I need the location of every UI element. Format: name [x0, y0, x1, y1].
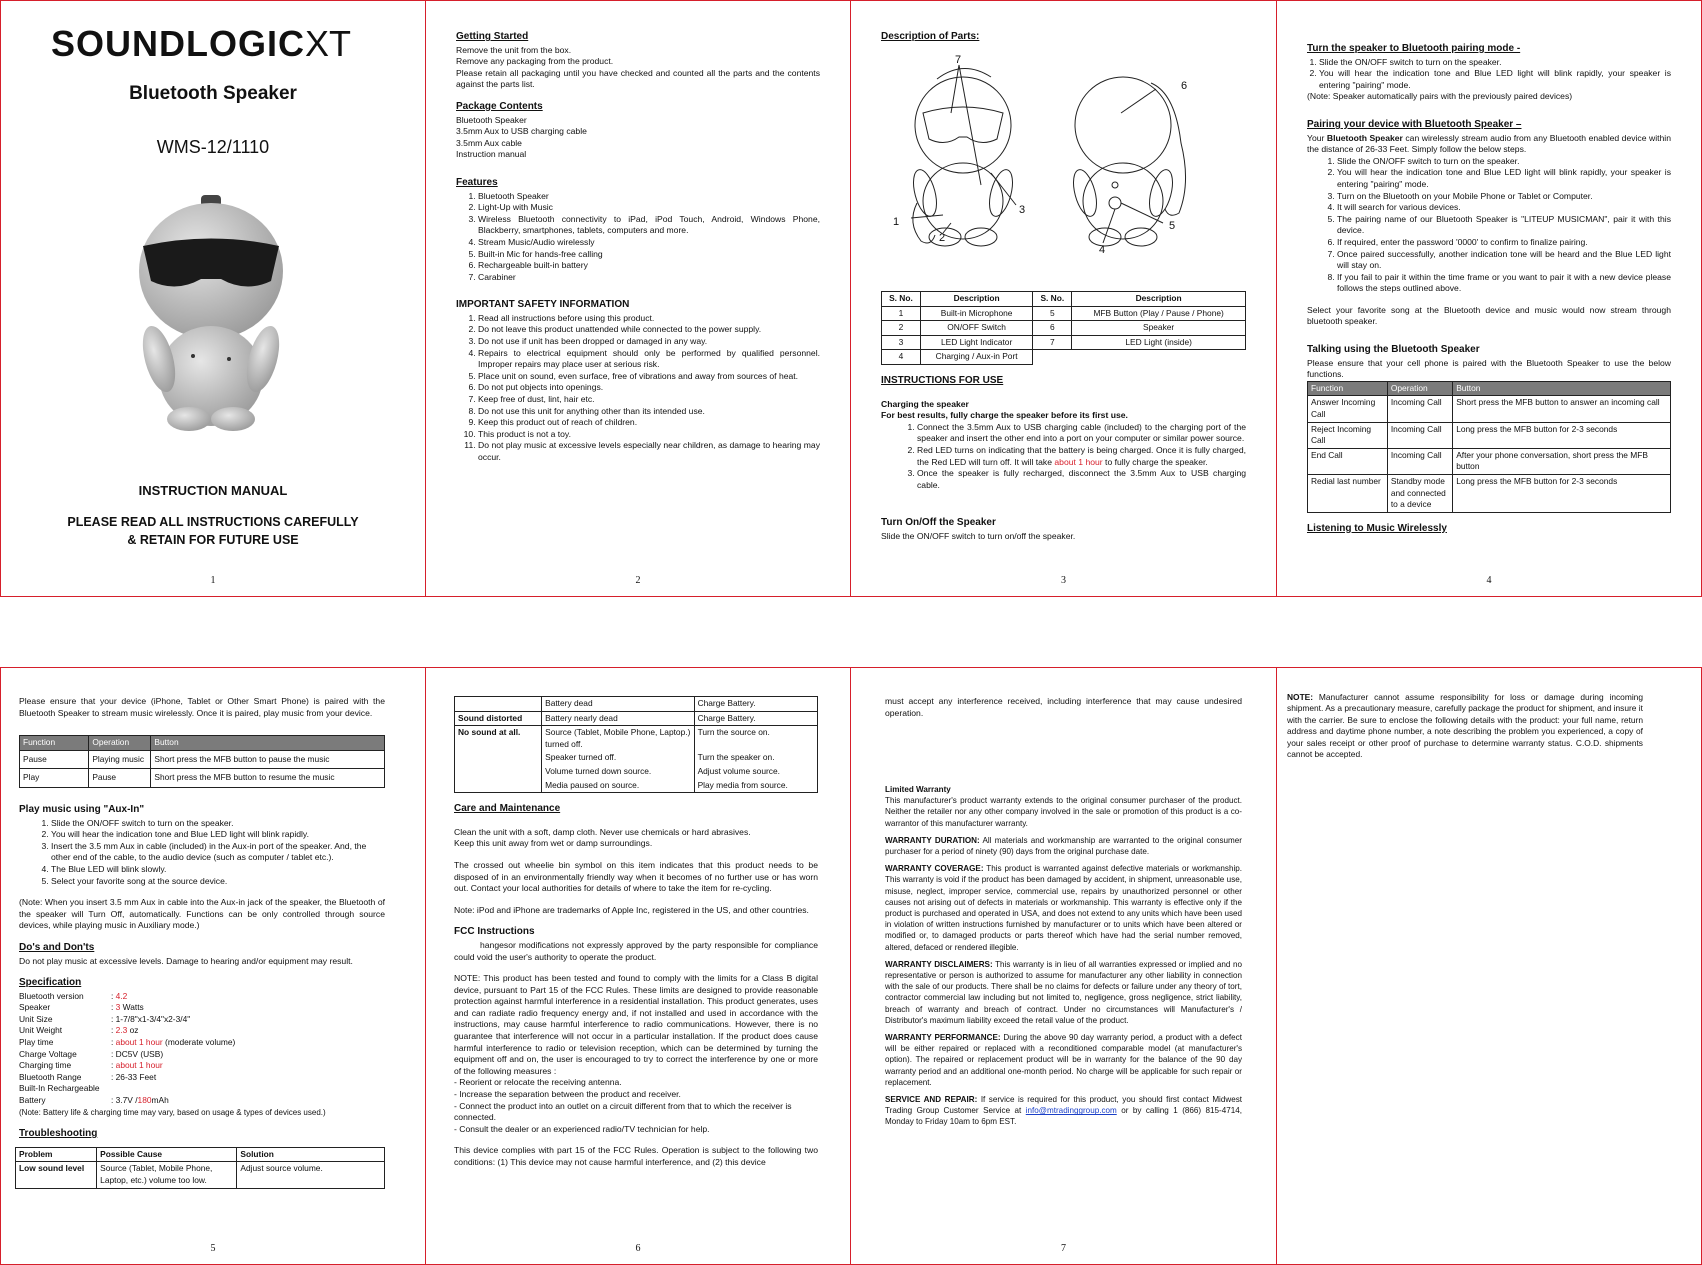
table-row: Speaker turned off. Turn the speaker on. — [455, 751, 818, 765]
specification-heading: Specification — [19, 977, 82, 989]
specification-note: (Note: Battery life & charging time may vary, based on usage & types of devices used.) — [19, 1107, 326, 1117]
page-number: 4 — [1486, 575, 1492, 586]
spec-row: Charge Voltage : DC5V (USB) — [19, 1048, 164, 1059]
list-item: 4. The Blue LED will blink slowly. — [51, 864, 385, 876]
list-item: 2. Do not leave this product unattended while connected to the power supply. — [478, 324, 820, 336]
list-item: 11. Do not play music at excessive levels especially near children, as damage to hearing may occur. — [478, 440, 820, 463]
diagram-callout-label: 5 — [1169, 220, 1176, 232]
charging-subheading: For best results, fully charge the speaker before its first use. — [881, 410, 1128, 421]
list-item: 1. Read all instructions before using this product. — [478, 313, 820, 325]
list-item: 5. The pairing name of our Bluetooth Speaker is "LITEUP MUSICMAN", pair it with this device. — [1337, 214, 1671, 237]
on-off-text: Slide the ON/OFF switch to turn on/off the speaker. — [881, 530, 1076, 541]
table-row: Pause Playing music Short press the MFB button to pause the music — [20, 750, 385, 769]
list-item: 3. Do not use if unit has been dropped or damaged in any way. — [478, 336, 820, 348]
cover-title: Bluetooth Speaker — [129, 83, 297, 104]
table-row: End Call Incoming Call After your phone conversation, short press the MFB button — [1308, 448, 1671, 474]
safety-heading: IMPORTANT SAFETY INFORMATION — [456, 299, 630, 311]
pairing-steps — [1307, 156, 1671, 295]
warranty-intro: This manufacturer's product warranty extends to the original consumer purchaser of the product. Neither the retailer nor any other company involved in the sale or promotion of this product is a co-warrantor of this manufacturer warranty. — [885, 796, 1242, 828]
spec-row: Speaker : 3 Watts — [19, 1002, 144, 1013]
safety-list — [456, 313, 820, 464]
list-item: 2. Red LED turns on indicating that the battery is being charged. Once it is fully charged, the Red LED will turn off. It will take about 1 hour to fully charge the speaker. — [917, 445, 1246, 468]
table-row: 3 LED Light Indicator 7 LED Light (inside) — [882, 335, 1246, 350]
features-list — [456, 191, 820, 284]
table-row: Answer Incoming Call Incoming Call Short press the MFB button to answer an incoming call — [1308, 396, 1671, 422]
table-row: Low sound level Source (Tablet, Mobile Phone, Laptop, etc.) volume too low. Adjust source volume. — [16, 1162, 385, 1188]
list-item: 1. Slide the ON/OFF switch to turn on the speaker. — [1337, 156, 1671, 168]
table-row: Reject Incoming Call Incoming Call Long press the MFB button for 2-3 seconds — [1308, 422, 1671, 448]
list-item: 3. Insert the 3.5 mm Aux in cable (included) in the Aux-in port of the speaker. And, the other end of the cable, to the audio device (such as computer / tablet etc.). — [51, 841, 385, 864]
table-row: Battery dead Charge Battery. — [455, 697, 818, 712]
select-song-text: Select your favorite song at the Bluetooth device and music would now stream through bluetooth speaker. — [1307, 304, 1671, 327]
list-item: 1. Bluetooth Speaker — [478, 191, 820, 203]
diagram-callout-label: 3 — [1019, 204, 1026, 216]
description-of-parts-heading: Description of Parts: — [881, 31, 980, 42]
spec-row: Play time : about 1 hour (moderate volume) — [19, 1037, 236, 1048]
diagram-callout-label: 4 — [1099, 244, 1106, 256]
list-item: 7. Once paired successfully, another indication tone will be heard and the Blue LED light will stay on. — [1337, 249, 1671, 272]
care-text: Clean the unit with a soft, damp cloth. Never use chemicals or hard abrasives. Keep this unit away from wet or damp surroundings. — [454, 826, 751, 849]
spec-row: Unit Size : 1-7/8"x1-3/4"x2-3/4" — [19, 1013, 191, 1024]
warranty-coverage: WARRANTY COVERAGE: This product is warranted against defective materials or workmanship. This warranty is void if the product has been damaged by accident, in shipment, unreasonable use, misuse, neglect, improper service, commercial use, repairs by unauthorized personnel or other causes not arising out of defects in materials or workmanship. This warranty is effective only if the product is purchased and operated in USA, and does not extend to any units which have been used in violation of written instructions furnished by manufacturer or to units which have been altered or modified or, to damaged products or parts thereof which have had the serial number removed, altered, defaced or rendered illegible. — [885, 864, 1242, 952]
fcc-continued-text: must accept any interference received, including interference that may cause undesired operation. — [885, 696, 1242, 718]
list-item: 4. Repairs to electrical equipment should only be performed by qualified personnel. Improper repairs may place user at serious risk. — [478, 348, 820, 371]
pairing-mode-steps — [1307, 57, 1671, 92]
page-2 — [425, 0, 851, 597]
list-item: 8. Do not use this unit for anything other than its intended use. — [478, 406, 820, 418]
page-3 — [850, 0, 1277, 597]
parts-diagram — [881, 53, 1251, 283]
fcc-heading: FCC Instructions — [454, 926, 535, 938]
list-item: 5. Built-in Mic for hands-free calling — [478, 249, 820, 261]
read-instructions-notice: PLEASE READ ALL INSTRUCTIONS CAREFULLY & RETAIN FOR FUTURE USE — [67, 515, 359, 547]
list-item: 4. Stream Music/Audio wirelessly — [478, 237, 820, 249]
table-row: 2 ON/OFF Switch 6 Speaker — [882, 321, 1246, 336]
diagram-callout-label: 2 — [939, 232, 946, 244]
fcc-paragraph-2: NOTE: This product has been tested and found to comply with the limits for a Class B digital device, pursuant to Part 15 of the FCC Rules. These limits are designed to provide reasonable protection against harmful interference in a residential installation. This product generates, uses and can radiate radio frequency energy and, if not installed and used in accordance with the instructions, may cause harmful interference to radio communications. However, there is no guarantee that interference will not occur in a particular installation. If the product does cause harmful interference to radio or television reception, which can be determined by turning the equipment off and on, the user is encouraged to try to correct the interference by one or more of the following measures : — [454, 973, 818, 1076]
soundlogic-logo: SOUNDLOGICXT — [51, 23, 352, 64]
parts-table: S. No. Description S. No. Description 1 Built-in Microphone 5 MFB Button (Play / Pause / Phone) 2 ON/OFF Switch 6 Speaker 3 LED Light Indicator 7 LED Light (inside) 4 Charging / Aux-in Port — [881, 291, 1246, 365]
list-item: 7. Keep free of dust, lint, hair etc. — [478, 394, 820, 406]
list-item: 1. Slide the ON/OFF switch to turn on the speaker. — [51, 818, 385, 830]
troubleshooting-heading: Troubleshooting — [19, 1128, 98, 1140]
pairing-heading: Pairing your device with Bluetooth Speaker – — [1307, 118, 1522, 130]
music-intro: Please ensure that your device (iPhone, Tablet or Other Smart Phone) is paired with the Bluetooth Speaker to stream music wirelessly. Once it is paired, play music from your device. — [19, 696, 385, 718]
speaker-figure-image — [121, 191, 301, 431]
care-maintenance-heading: Care and Maintenance — [454, 803, 561, 815]
list-item: 1. Connect the 3.5mm Aux to USB charging cable (included) to the charging port of the speaker and insert the other end into a port on your computer or similar power source. — [917, 422, 1246, 445]
list-item: 2. Light-Up with Music — [478, 202, 820, 214]
page-4 — [1276, 0, 1702, 597]
table-row: Volume turned down source. Adjust volume source. — [455, 765, 818, 779]
package-contents-heading: Package Contents — [456, 100, 543, 112]
page-number: 6 — [635, 1243, 641, 1254]
spec-row: Charging time : about 1 hour — [19, 1060, 163, 1071]
charging-heading: Charging the speaker — [881, 398, 969, 409]
diagram-callout-label: 7 — [955, 54, 962, 66]
pairing-note: (Note: Speaker automatically pairs with the previously paired devices) — [1307, 91, 1573, 102]
fcc-measures: - Reorient or relocate the receiving antenna. - Increase the separation between the product and receiver. - Connect the product into an outlet on a circuit different from that to which the receiver is connected. - Consult the dealer or an experienced radio/TV technician for help. — [454, 1077, 792, 1134]
page-8 — [1276, 667, 1702, 1265]
page-5 — [0, 667, 426, 1265]
getting-started-heading: Getting Started — [456, 31, 529, 42]
wheelie-bin-text: The crossed out wheelie bin symbol on this item indicates that this product needs to be disposed of in an environmentally friendly way when it becomes of no further use or has worn out. Contact your local authorities for details of where to take the item for re-cycling. — [454, 859, 818, 894]
list-item: 2. You will hear the indication tone and Blue LED light will blink rapidly. — [51, 829, 385, 841]
warranty-duration: WARRANTY DURATION: All materials and workmanship are warranted to the original consumer purchaser for a period of ninety (90) days from the original purchase date. — [885, 835, 1242, 857]
charging-steps — [881, 422, 1246, 492]
fcc-paragraph-3: This device complies with part 15 of the FCC Rules. Operation is subject to the following two conditions: (1) This device may not cause harmful interference, and (2) this device — [454, 1145, 818, 1167]
aux-in-note: (Note: When you insert 3.5 mm Aux in cable into the Aux-in jack of the speaker, the Bluetooth of the speaker will Turn Off, automatically. Functions can be only controlled through source devices, while playing music in Auxiliary mode.) — [19, 897, 385, 931]
page-7 — [850, 667, 1277, 1265]
aux-in-heading: Play music using "Aux-In" — [19, 803, 145, 815]
listening-heading: Listening to Music Wirelessly — [1307, 522, 1447, 534]
table-row: Media paused on source. Play media from source. — [455, 779, 818, 793]
list-item: 5. Select your favorite song at the source device. — [51, 876, 385, 888]
table-row: Redial last number Standby mode and connected to a device Long press the MFB button for 2-3 seconds — [1308, 475, 1671, 513]
support-email-link[interactable]: info@mtradinggroup.com — [1025, 1106, 1117, 1116]
trademark-note: Note: iPod and iPhone are trademarks of Apple Inc, registered in the US, and other countries. — [454, 904, 809, 915]
troubleshooting-table: Problem Possible Cause Solution Low sound level Source (Tablet, Mobile Phone, Laptop, etc.) volume too low. Adjust source volume. — [15, 1147, 385, 1189]
talking-intro: Please ensure that your cell phone is paired with the Bluetooth Speaker to use the below functions. — [1307, 357, 1671, 380]
limited-warranty-heading: Limited Warranty — [885, 785, 951, 794]
instruction-manual-label: INSTRUCTION MANUAL — [138, 483, 288, 498]
list-item: 4. It will search for various devices. — [1337, 202, 1671, 214]
features-heading: Features — [456, 176, 498, 188]
page-number: 1 — [210, 575, 216, 586]
spec-row: Bluetooth version : 4.2 — [19, 990, 128, 1001]
music-functions-table: Function Operation Button Pause Playing music Short press the MFB button to pause the music Play Pause Short press the MFB button to resume the music — [19, 735, 385, 788]
table-row: 1 Built-in Microphone 5 MFB Button (Play / Pause / Phone) — [882, 306, 1246, 321]
page-number: 2 — [635, 575, 641, 586]
list-item: 9. Keep this product out of reach of children. — [478, 417, 820, 429]
on-off-heading: Turn On/Off the Speaker — [881, 517, 996, 529]
list-item: 1. Slide the ON/OFF switch to turn on the speaker. — [1319, 57, 1671, 69]
dos-donts-heading: Do's and Don'ts — [19, 941, 95, 953]
pairing-mode-heading: Turn the speaker to Bluetooth pairing mode - — [1307, 43, 1521, 54]
aux-in-steps — [19, 818, 385, 888]
list-item: 6. Do not put objects into openings. — [478, 382, 820, 394]
diagram-callout-label: 1 — [893, 216, 900, 228]
list-item: 3. Once the speaker is fully recharged, disconnect the 3.5mm Aux to USB charging cable. — [917, 468, 1246, 491]
model-number: WMS-12/1110 — [156, 137, 270, 157]
list-item: 7. Carabiner — [478, 272, 820, 284]
instructions-for-use-heading: INSTRUCTIONS FOR USE — [881, 374, 1004, 386]
shipment-note: NOTE: Manufacturer cannot assume responsibility for loss or damage during incoming shipment. As a precautionary measure, carefully package the product for shipment, and insure it with the carrier. Be sure to enclose the following details with the product: your full name, return address and daytime phone number, a note describing the problem you experienced, a copy of your sales receipt or other proof of purchase to determine warranty status. C.O.D. shipments cannot be accepted. — [1287, 692, 1643, 760]
call-functions-table: Function Operation Button Answer Incoming Call Incoming Call Short press the MFB button to answer an incoming call Reject Incoming Call Incoming Call Long press the MFB button for 2-3 seconds End Call Incoming Call After your phone conversation, short press the MFB button Redial last number Standby mode and connected to a device Long press the MFB button for 2-3 seconds — [1307, 381, 1671, 513]
list-item: 2. You will hear the indication tone and Blue LED light will blink rapidly, your speaker is entering "pairing" mode. — [1319, 68, 1671, 91]
list-item: 6. Rechargeable built-in battery — [478, 260, 820, 272]
table-row: No sound at all. Source (Tablet, Mobile Phone, Laptop.) turned off. Turn the source on. — [455, 726, 818, 752]
list-item: 3. Turn on the Bluetooth on your Mobile Phone or Tablet or Computer. — [1337, 191, 1671, 203]
page-number: 3 — [1061, 575, 1066, 586]
diagram-callout-label: 6 — [1181, 80, 1188, 92]
list-item: 2. You will hear the indication tone and Blue LED light will blink rapidly, your speaker is entering "pairing" mode. — [1337, 167, 1671, 190]
fcc-paragraph-1: hangesor modifications not expressly approved by the party responsible for compliance could void the user's authority to operate the product. — [454, 939, 818, 962]
pairing-intro: Your Bluetooth Speaker can wirelessly stream audio from any Bluetooth enabled device within the distance of 26-33 Feet. Simply follow the below steps. — [1307, 132, 1671, 155]
service-and-repair: SERVICE AND REPAIR: If service is required for this product, you should first contact Midwest Trading Group Customer Service at info@mtradinggroup.com or by calling 1 (866) 815-4714, Monday to Friday 10am to 6pm EST. — [885, 1095, 1243, 1127]
list-item: 5. Place unit on sound, even surface, free of vibrations and away from sources of heat. — [478, 371, 820, 383]
warranty-performance: WARRANTY PERFORMANCE: During the above 90 day warranty period, a product with a defect will be either repaired or replaced with a reconditioned comparable model (at manufacturer's option). The repaired or replacement product will be in warranty for the balance of the 90 day warranty period and an additional one-month period. No charge will be applicable for such repair or replacement. — [885, 1033, 1242, 1087]
list-item: 6. If required, enter the password '0000' to confirm to finalize pairing. — [1337, 237, 1671, 249]
page-1-cover — [0, 0, 426, 597]
page-number: 7 — [1061, 1243, 1066, 1254]
table-row: Sound distorted Battery nearly dead Charge Battery. — [455, 711, 818, 726]
list-item: 3. Wireless Bluetooth connectivity to iPad, iPod Touch, Android, Windows Phone, Blackberry, smartphones, tablets, computers and more. — [478, 214, 820, 237]
warranty-disclaimers: WARRANTY DISCLAIMERS: This warranty is in lieu of all warranties expressed or implied and no representative or person is authorized to assume for manufacturer any other liability in connection with the sale of our products. There shall be no claims for defects or failure under any theory of tort, contractor commercial law including but not limited to, negligence, gross negligence, strict liability, breach of warranty and breach of contract. Under no circumstances will Manufacturer's / Distributor's maximum liability exceed the retail value of the product. — [885, 959, 1242, 1025]
specification-table — [19, 991, 237, 1107]
package-contents-list: Bluetooth Speaker 3.5mm Aux to USB charging cable 3.5mm Aux cable Instruction manual — [456, 114, 587, 160]
page-6 — [425, 667, 851, 1265]
talking-heading: Talking using the Bluetooth Speaker — [1307, 344, 1480, 356]
page-number: 5 — [210, 1243, 216, 1254]
troubleshooting-table-continued — [454, 696, 818, 793]
spec-row: Built-In Rechargeable — [19, 1083, 100, 1094]
table-row: 4 Charging / Aux-in Port — [882, 350, 1246, 365]
list-item: 8. If you fail to pair it within the time frame or you want to pair it with a new device please follows the steps outlined above. — [1337, 272, 1671, 295]
dos-donts-text: Do not play music at excessive levels. Damage to hearing and/or equipment may result. — [19, 955, 353, 966]
list-item: 10. This product is not a toy. — [478, 429, 820, 441]
spec-row: Battery : 3.7V /180mAh — [19, 1095, 169, 1106]
spec-row: Unit Weight : 2.3 oz — [19, 1025, 139, 1036]
spec-row: Bluetooth Range : 26-33 Feet — [19, 1071, 157, 1082]
getting-started-text: Remove the unit from the box. Remove any packaging from the product. Please retain all packaging until you have checked and counted all the parts and the contents against the parts list. — [456, 44, 820, 90]
table-row: Play Pause Short press the MFB button to resume the music — [20, 769, 385, 788]
